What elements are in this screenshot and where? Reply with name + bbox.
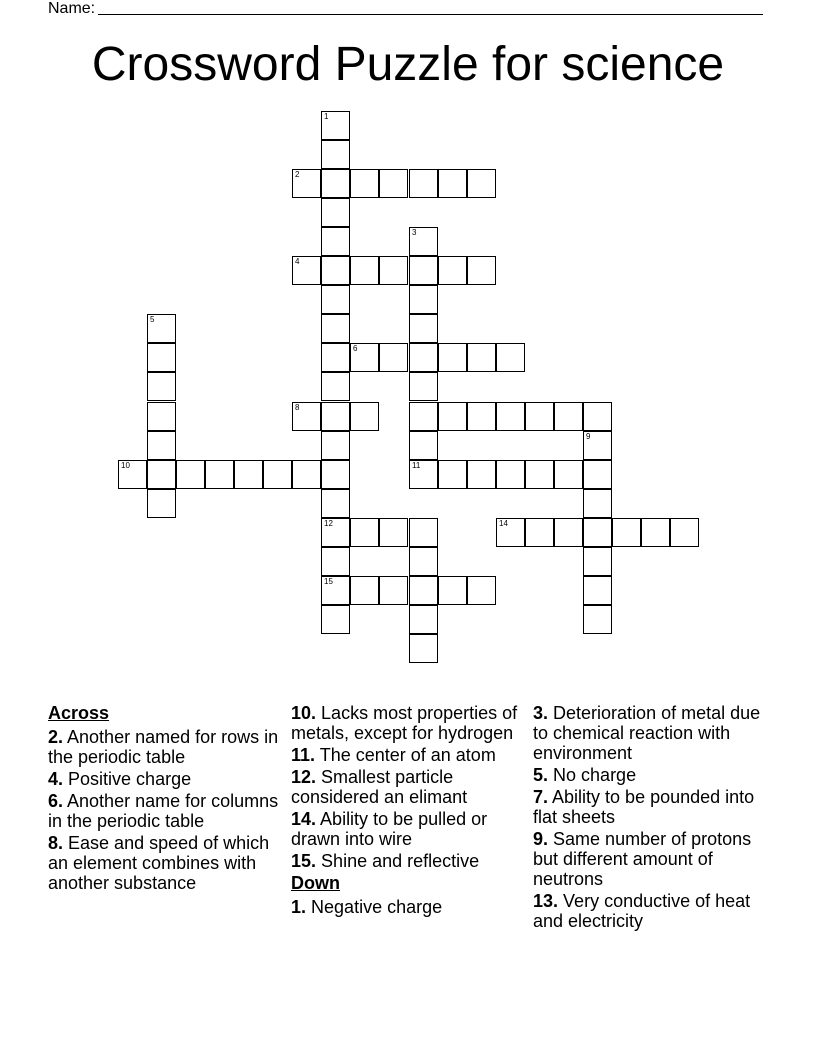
across-heading: Across [48,703,110,723]
grid-cell[interactable] [438,576,467,605]
grid-cell[interactable] [379,256,408,285]
grid-cell[interactable] [525,402,554,431]
grid-cell[interactable] [321,431,350,460]
grid-cell[interactable] [321,402,350,431]
grid-cell[interactable] [583,402,612,431]
grid-cell[interactable] [583,431,612,460]
grid-cell[interactable] [409,314,438,343]
cell-number: 12 [324,519,333,528]
cell-number: 15 [324,577,333,586]
clue-text: Ability to be pounded into flat sheets [533,787,755,827]
grid-cell[interactable] [496,402,525,431]
clue-number: 9. [533,829,549,849]
grid-cell[interactable] [118,460,147,489]
clue-across [291,745,523,765]
grid-cell[interactable] [321,198,350,227]
grid-cell[interactable] [583,605,612,634]
grid-cell[interactable] [641,518,670,547]
grid-cell[interactable] [409,402,438,431]
grid-cell[interactable] [525,460,554,489]
cell-number: 9 [586,432,591,441]
cell-number: 3 [412,228,417,237]
clue-across [291,703,523,743]
grid-cell[interactable] [409,343,438,372]
clue-across [291,809,523,849]
grid-cell[interactable] [467,343,496,372]
grid-cell[interactable] [147,314,176,343]
grid-cell[interactable] [583,547,612,576]
clue-number: 13. [533,891,559,911]
clue-text: Very conductive of heat and electricity [533,891,751,931]
clue-text: Shine and reflective [321,851,480,871]
grid-cell[interactable] [583,460,612,489]
clue-text: Smallest particle considered an elimant [291,767,468,807]
grid-cell[interactable] [321,111,350,140]
clue-number: 3. [533,703,549,723]
cell-number: 11 [412,461,421,470]
clue-text: Positive charge [68,769,192,789]
grid-cell[interactable] [147,372,176,401]
clue-text: The center of an atom [319,745,496,765]
clue-number: 11. [291,745,316,765]
grid-cell[interactable] [467,169,496,198]
clue-down [533,829,773,889]
clue-text: Negative charge [311,897,443,917]
grid-cell[interactable] [263,460,292,489]
grid-cell[interactable] [438,460,467,489]
grid-cell[interactable] [496,460,525,489]
grid-cell[interactable] [496,343,525,372]
grid-cell[interactable] [350,256,379,285]
grid-cell[interactable] [147,402,176,431]
grid-cell[interactable] [409,227,438,256]
grid-cell[interactable] [467,256,496,285]
grid-cell[interactable] [438,343,467,372]
clue-number: 10. [291,703,317,723]
grid-cell[interactable] [409,372,438,401]
cell-number: 4 [295,257,300,266]
grid-cell[interactable] [350,576,379,605]
grid-cell[interactable] [350,343,379,372]
grid-cell[interactable] [409,547,438,576]
clue-down [291,897,523,917]
grid-cell[interactable] [321,314,350,343]
grid-cell[interactable] [409,460,438,489]
clue-number: 7. [533,787,549,807]
grid-cell[interactable] [350,402,379,431]
grid-cell[interactable] [379,518,408,547]
grid-cell[interactable] [554,460,583,489]
clue-down [533,703,773,763]
grid-cell[interactable] [409,169,438,198]
grid-cell[interactable] [409,518,438,547]
clue-text: Lacks most properties of metals, except for hydrogen [291,703,518,743]
clue-down [533,765,773,785]
page-title: Crossword Puzzle for science [91,38,725,91]
grid-cell[interactable] [321,140,350,169]
grid-cell[interactable] [379,576,408,605]
grid-cell[interactable] [409,634,438,663]
clue-number: 6. [48,791,64,811]
grid-cell[interactable] [321,605,350,634]
grid-cell[interactable] [379,169,408,198]
grid-cell[interactable] [525,518,554,547]
grid-cell[interactable] [670,518,699,547]
cell-number: 2 [295,170,300,179]
clue-down [533,891,773,931]
grid-cell[interactable] [292,460,321,489]
grid-cell[interactable] [147,431,176,460]
clue-down [533,787,773,827]
grid-cell[interactable] [321,547,350,576]
clue-text: Same number of protons but different amount of neutrons [533,829,752,889]
clue-number: 8. [48,833,64,853]
grid-cell[interactable] [321,518,350,547]
cell-number: 8 [295,403,300,412]
grid-cell[interactable] [147,343,176,372]
grid-cell[interactable] [583,518,612,547]
clue-text: Deterioration of metal due to chemical reaction with environment [533,703,761,763]
clue-text: Another named for rows in the periodic table [48,727,279,767]
grid-cell[interactable] [409,285,438,314]
cell-number: 14 [499,519,508,528]
clue-across [48,791,282,831]
grid-cell[interactable] [321,576,350,605]
grid-cell[interactable] [554,518,583,547]
grid-cell[interactable] [467,460,496,489]
grid-cell[interactable] [350,169,379,198]
grid-cell[interactable] [583,576,612,605]
grid-cell[interactable] [438,402,467,431]
grid-cell[interactable] [292,402,321,431]
grid-cell[interactable] [496,518,525,547]
clues-column-3 [533,703,773,933]
grid-cell[interactable] [583,489,612,518]
grid-cell[interactable] [409,431,438,460]
grid-cell[interactable] [438,256,467,285]
clue-number: 14. [291,809,317,829]
grid-cell[interactable] [409,605,438,634]
grid-cell[interactable] [467,576,496,605]
grid-cell[interactable] [321,256,350,285]
cell-number: 5 [150,315,155,324]
clue-number: 4. [48,769,64,789]
grid-cell[interactable] [350,518,379,547]
clue-number: 1. [291,897,307,917]
grid-cell[interactable] [292,169,321,198]
grid-cell[interactable] [321,372,350,401]
clue-text: No charge [553,765,637,785]
grid-cell[interactable] [321,285,350,314]
clue-across [291,767,523,807]
clue-across [48,727,282,767]
grid-cell[interactable] [438,169,467,198]
clue-across [48,769,282,789]
grid-cell[interactable] [467,402,496,431]
grid-cell[interactable] [205,460,234,489]
down-heading: Down [291,873,340,893]
grid-cell[interactable] [321,460,350,489]
grid-cell[interactable] [409,576,438,605]
grid-cell[interactable] [554,402,583,431]
cell-number: 1 [324,112,329,121]
cell-number: 10 [121,461,130,470]
clue-number: 12. [291,767,317,787]
grid-cell[interactable] [409,256,438,285]
grid-cell[interactable] [321,169,350,198]
grid-cell[interactable] [147,489,176,518]
grid-cell[interactable] [147,460,176,489]
clues-column-1 [48,703,282,895]
clue-number: 5. [533,765,549,785]
clue-text: Ease and speed of which an element combines with another substance [48,833,270,893]
clue-across [291,851,523,871]
clue-text: Ability to be pulled or drawn into wire [291,809,488,849]
clue-number: 15. [291,851,317,871]
grid-cell[interactable] [379,343,408,372]
grid-cell[interactable] [234,460,263,489]
clues-column-2 [291,703,523,919]
grid-cell[interactable] [321,343,350,372]
grid-cell[interactable] [292,256,321,285]
clue-text: Another name for columns in the periodic table [48,791,279,831]
grid-cell[interactable] [321,227,350,256]
clue-across [48,833,282,893]
cell-number: 6 [353,344,358,353]
clue-number: 2. [48,727,64,747]
name-label: Name: [48,0,96,17]
grid-cell[interactable] [321,489,350,518]
grid-cell[interactable] [612,518,641,547]
grid-cell[interactable] [176,460,205,489]
